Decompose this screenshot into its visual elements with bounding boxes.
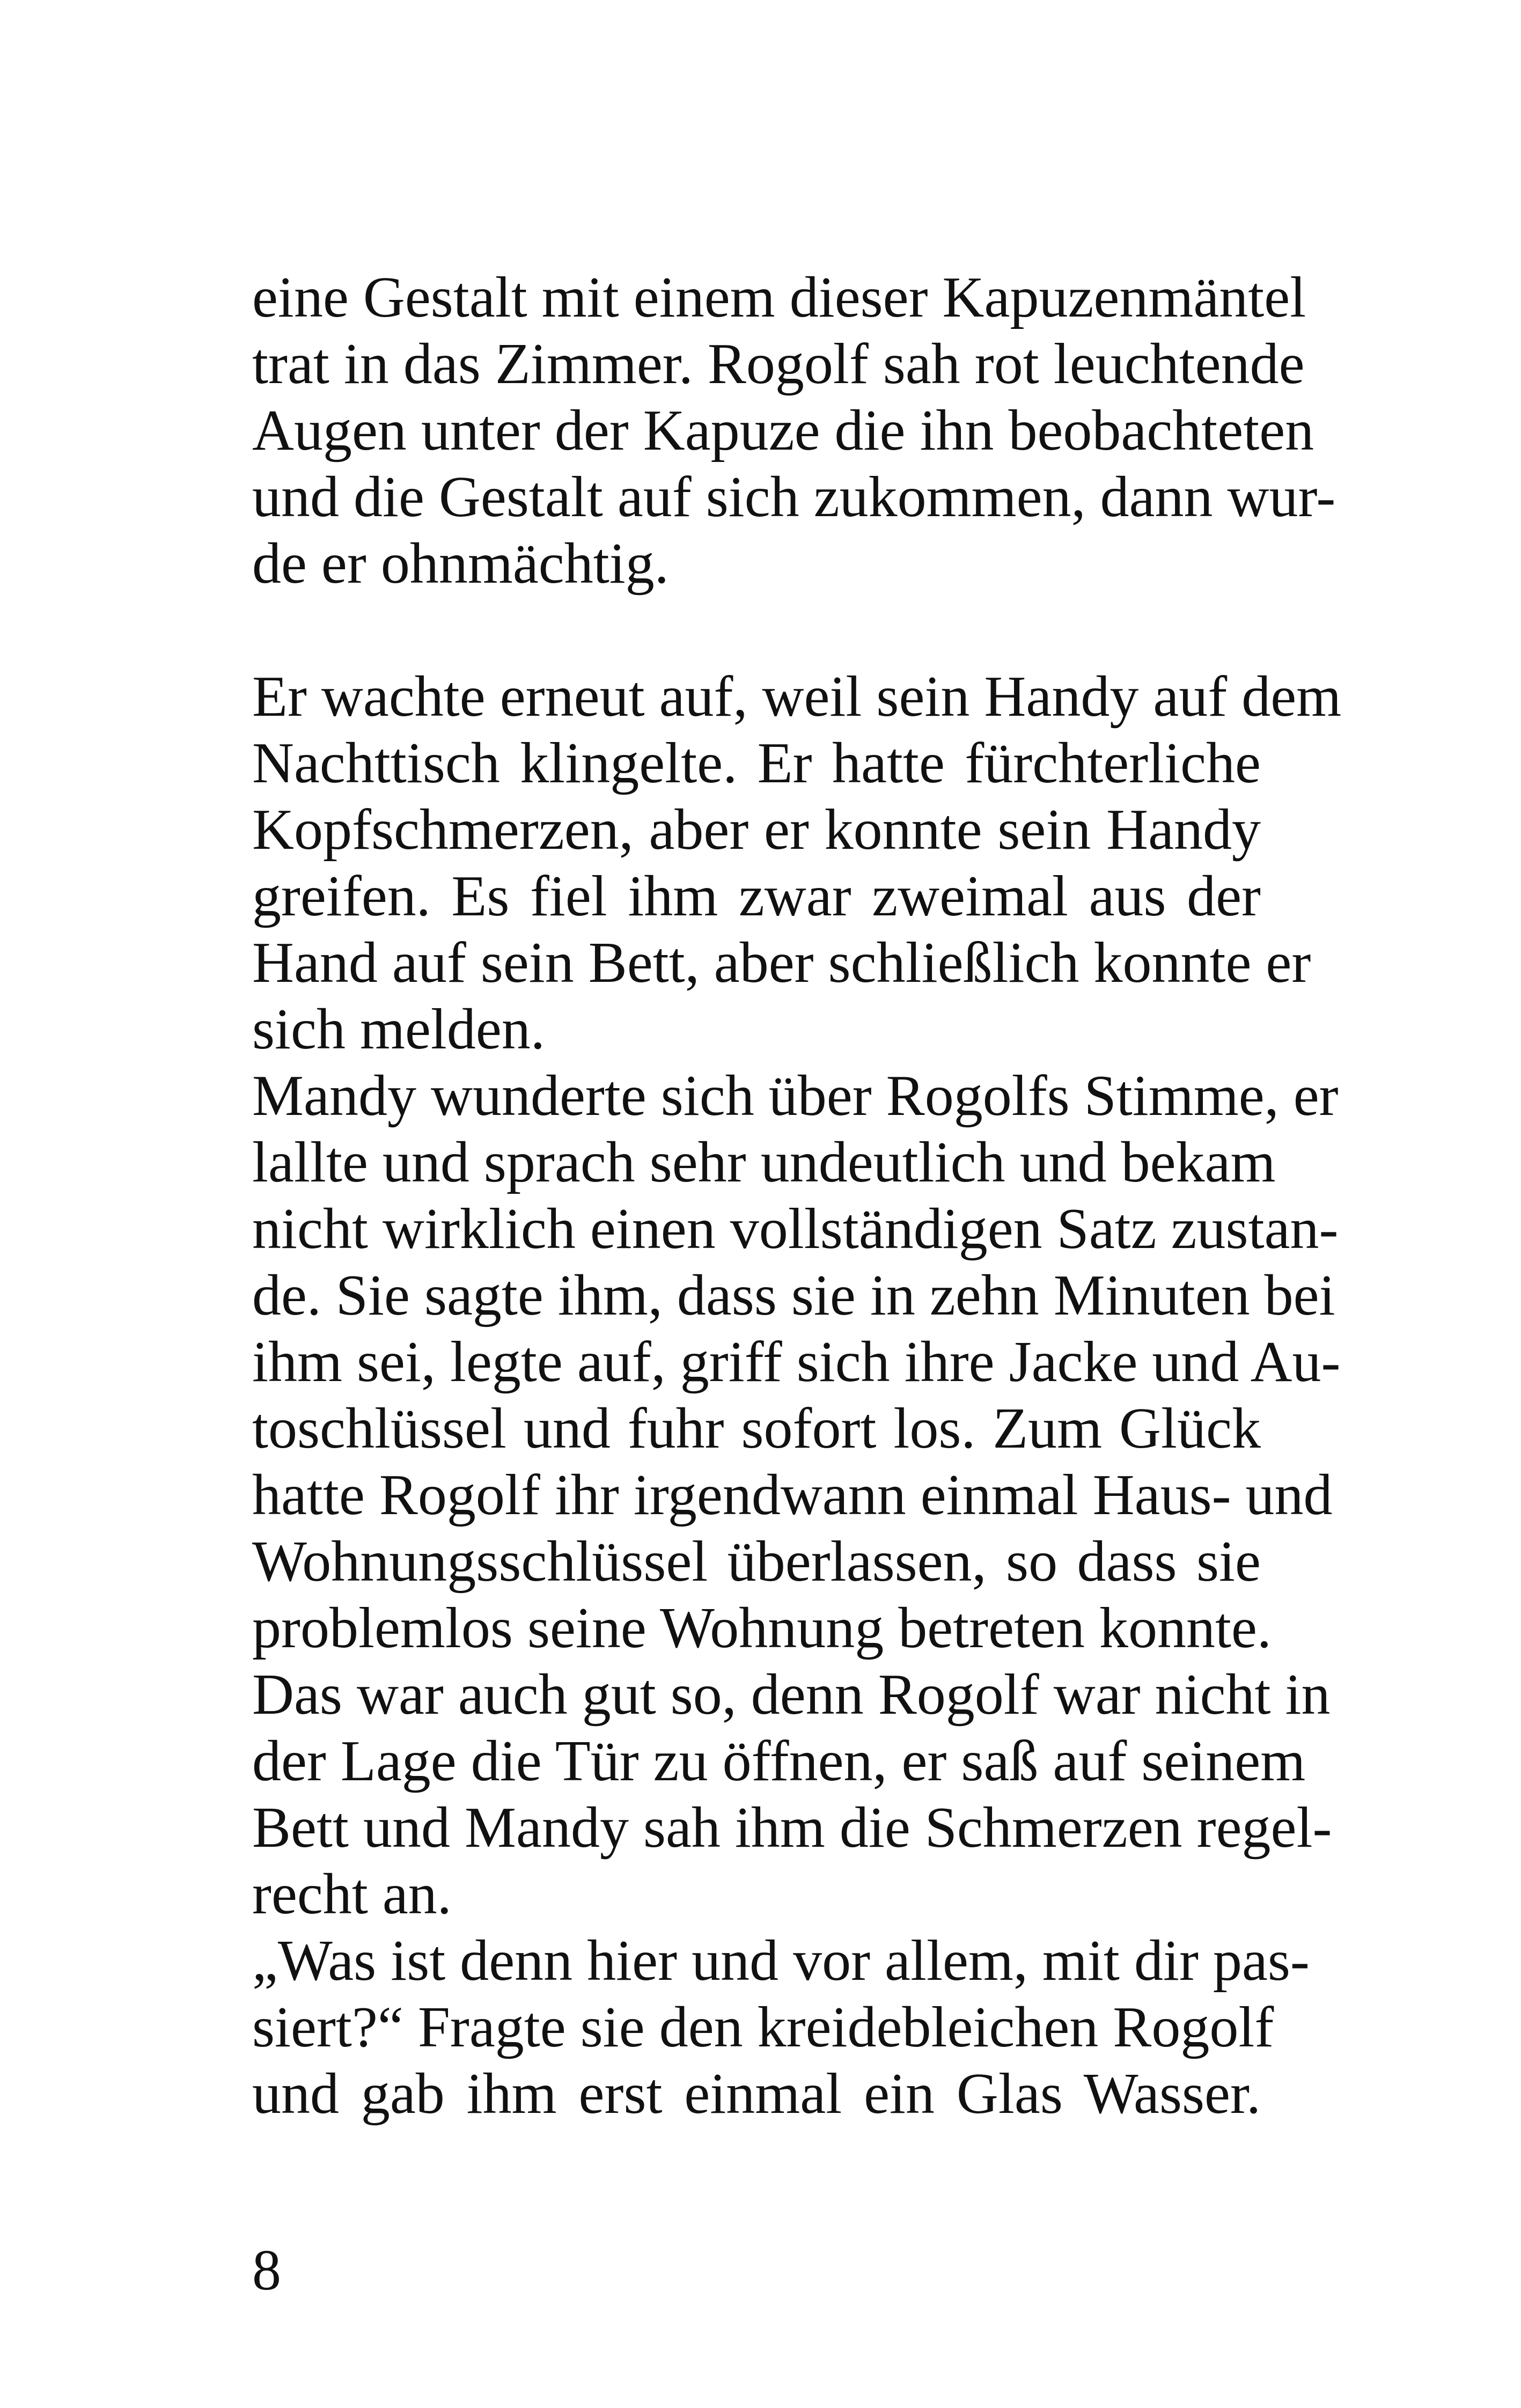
text-line: hatte Rogolf ihr irgendwann einmal Haus- und	[252, 1463, 1333, 1527]
text-line: Augen unter der Kapuze die ihn beobachteten	[252, 399, 1314, 462]
text-line: der Lage die Tür zu öffnen, er saß auf seinem	[252, 1729, 1306, 1793]
text-line: problemlos seine Wohnung betreten konnte.	[252, 1596, 1272, 1660]
text-line: de. Sie sagte ihm, dass sie in zehn Minuten bei	[252, 1264, 1335, 1327]
text-line: trat in das Zimmer. Rogolf sah rot leuchtende	[252, 332, 1305, 396]
text-line: eine Gestalt mit einem dieser Kapuzenmäntel	[252, 266, 1306, 329]
text-line: greifen. Es fiel ihm zwar zweimal aus der	[252, 864, 1261, 928]
text-line: toschlüssel und fuhr sofort los. Zum Glück	[252, 1397, 1261, 1460]
text-line: siert?“ Fragte sie den kreidebleichen Rogolf	[252, 1995, 1274, 2059]
text-line: lallte und sprach sehr undeutlich und bekam	[252, 1130, 1276, 1194]
text-line: recht an.	[252, 1862, 452, 1926]
text-line: Er wachte erneut auf, weil sein Handy auf dem	[252, 665, 1342, 729]
text-line: und die Gestalt auf sich zukommen, dann wur-	[252, 465, 1336, 529]
text-line: Kopfschmerzen, aber er konnte sein Handy	[252, 798, 1261, 862]
text-line: Das war auch gut so, denn Rogolf war nicht in	[252, 1663, 1331, 1727]
page-number: 8	[252, 2238, 281, 2302]
text-line: Hand auf sein Bett, aber schließlich konnte er	[252, 931, 1311, 995]
text-line: nicht wirklich einen vollständigen Satz zustan-	[252, 1197, 1339, 1261]
text-line: Nachttisch klingelte. Er hatte fürchterliche	[252, 731, 1261, 795]
text-line: „Was ist denn hier und vor allem, mit dir pas-	[252, 1929, 1310, 1993]
text-line: Wohnungsschlüssel überlassen, so dass sie	[252, 1530, 1261, 1594]
text-line: und gab ihm erst einmal ein Glas Wasser.	[252, 2062, 1261, 2126]
text-line: de er ohnmächtig.	[252, 532, 669, 596]
text-line: sich melden.	[252, 997, 545, 1061]
text-line: ihm sei, legte auf, griff sich ihre Jacke und Au-	[252, 1330, 1341, 1394]
text-line: Mandy wunderte sich über Rogolfs Stimme, er	[252, 1064, 1339, 1128]
text-line: Bett und Mandy sah ihm die Schmerzen regel-	[252, 1796, 1332, 1860]
